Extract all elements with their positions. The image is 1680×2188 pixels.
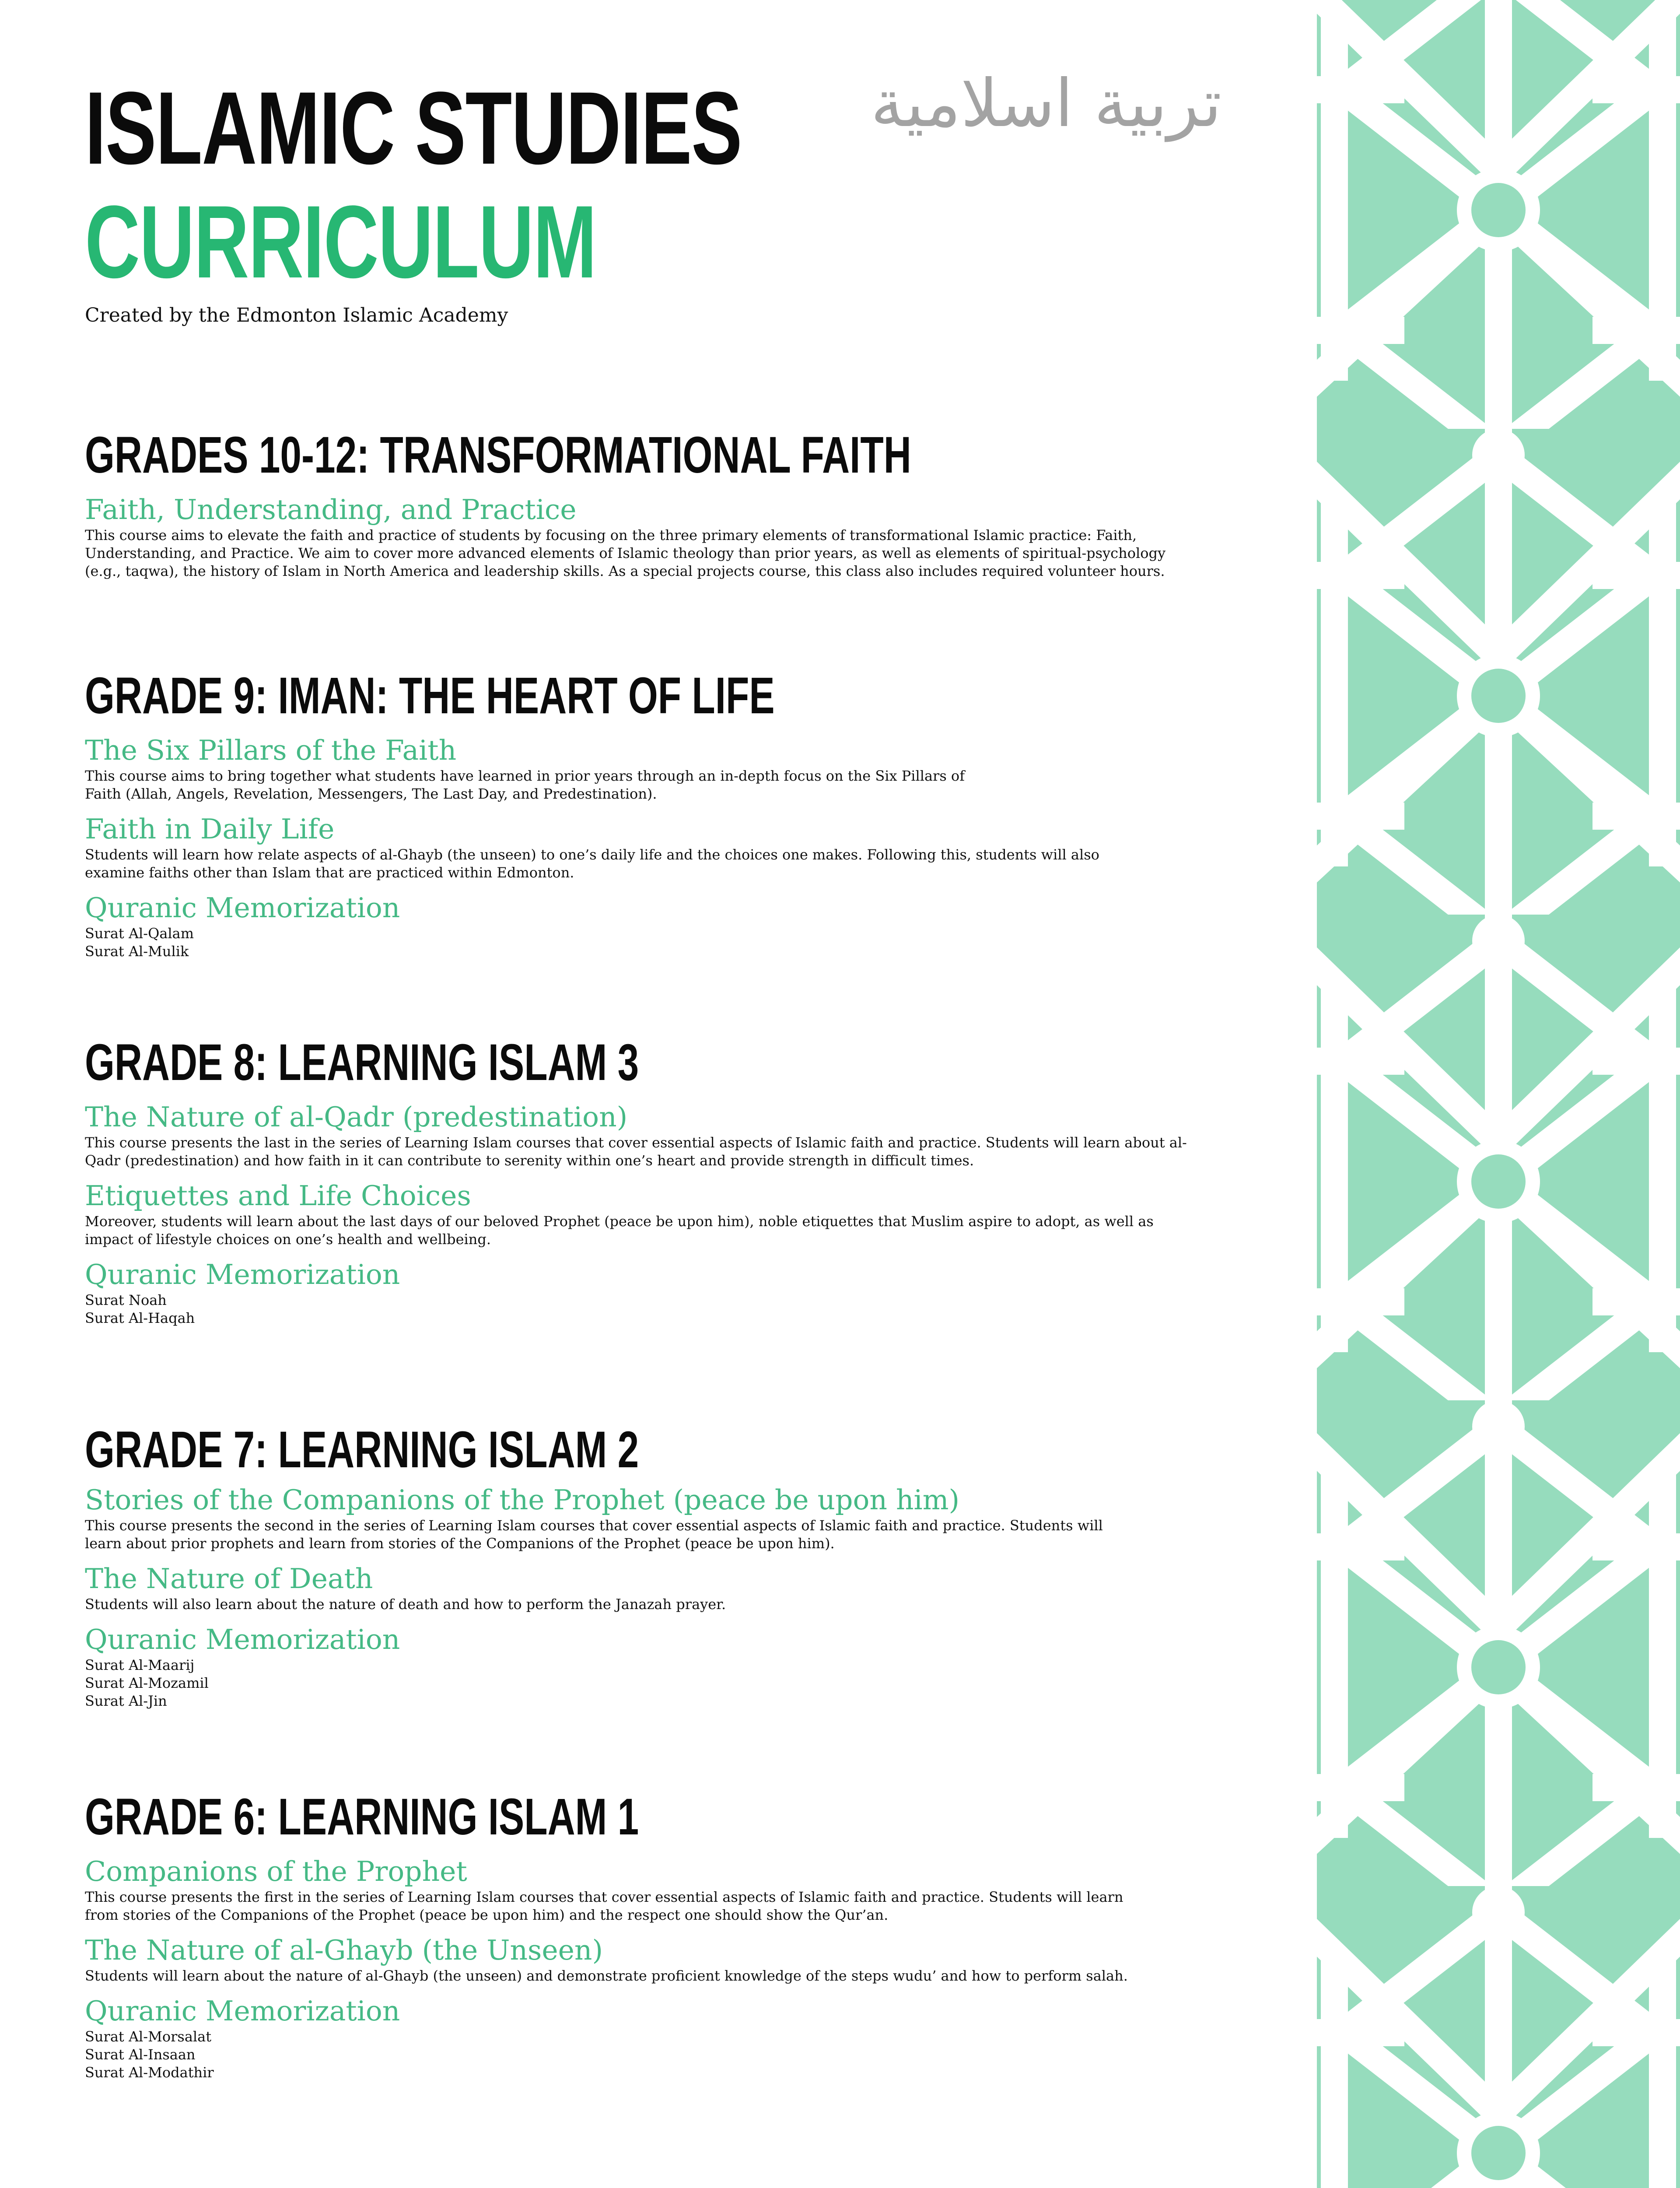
course-block [85, 734, 1312, 803]
memorization-block [85, 891, 1312, 961]
course-title: Etiquettes and Life Choices [85, 1180, 471, 1212]
surah-item: Surat Al-Qalam [85, 925, 194, 942]
surah-item: Surat Noah [85, 1292, 167, 1308]
section-grade-6 [0, 1788, 1312, 2082]
course-block [85, 493, 1312, 580]
grade-heading: GRADE 7: LEARNING ISLAM 2 [85, 1421, 639, 1479]
course-description: Students will learn how relate aspects of al-Ghayb (the unseen) to one’s daily life and the choices one makes. Following this, students will also examine faiths other than Islam that are practiced within Edmonton. [85, 846, 1099, 881]
memorization-block [85, 1258, 1312, 1327]
geometric-pattern-panel [1317, 0, 1680, 2188]
grade-heading: GRADES 10-12: TRANSFORMATIONAL FAITH [85, 426, 911, 484]
course-description: Students will learn about the nature of al-Ghayb (the unseen) and demonstrate proficient knowledge of the steps wudu’ and how to perform salah. [85, 1967, 1128, 1984]
grade-heading: GRADE 9: IMAN: THE HEART OF LIFE [85, 667, 775, 725]
course-title: Faith, Understanding, and Practice [85, 494, 577, 526]
page-subtitle: CURRICULUM [85, 184, 596, 300]
surah-item: Surat Al-Insaan [85, 2046, 196, 2063]
course-block [85, 1483, 1312, 1553]
memorization-title: Quranic Memorization [85, 1623, 400, 1655]
surah-item: Surat Al-Morsalat [85, 2028, 212, 2045]
grade-heading: GRADE 8: LEARNING ISLAM 3 [85, 1034, 639, 1091]
course-title: The Nature of al-Qadr (predestination) [85, 1101, 628, 1133]
surah-item: Surat Al-Haqah [85, 1310, 195, 1326]
course-title: Companions of the Prophet [85, 1855, 467, 1887]
course-block [85, 813, 1312, 882]
course-title: The Nature of Death [85, 1563, 373, 1595]
arabic-title: تربية اسلامية [871, 66, 1222, 142]
section-grades-10-12 [0, 427, 1312, 580]
memorization-block [85, 1623, 1312, 1710]
course-block [85, 1562, 1312, 1613]
memorization-title: Quranic Memorization [85, 1995, 400, 2027]
course-description: Moreover, students will learn about the last days of our beloved Prophet (peace be upon him), noble etiquettes that Muslim aspire to adopt, as well as impact of lifestyle choices on one’s health and wellbeing. [85, 1213, 1154, 1248]
course-description: This course presents the second in the series of Learning Islam courses that cover essential aspects of Islamic faith and practice. Students will learn about prior prophets and learn from stories of the Companions of the Prophet (peace be upon him). [85, 1517, 1103, 1552]
course-description: This course presents the last in the series of Learning Islam courses that cover essential aspects of Islamic faith and practice. Students will learn about al-Qadr (predestination) and how faith in it can contribute to serenity within one’s heart and provide strength in difficult times. [85, 1134, 1187, 1169]
course-title: The Nature of al-Ghayb (the Unseen) [85, 1934, 603, 1966]
memorization-block [85, 1995, 1312, 2082]
surah-item: Surat Al-Jin [85, 1693, 167, 1709]
grade-heading: GRADE 6: LEARNING ISLAM 1 [85, 1788, 639, 1846]
course-block [85, 1179, 1312, 1248]
course-description: This course aims to bring together what students have learned in prior years through an in-depth focus on the Six Pillars of Faith (Allah, Angels, Revelation, Messengers, The Last Day, and Predestination). [85, 768, 965, 802]
surah-item: Surat Al-Mozamil [85, 1675, 209, 1691]
course-block [85, 1101, 1312, 1170]
course-description: Students will also learn about the nature of death and how to perform the Janazah prayer. [85, 1596, 726, 1613]
section-grade-7 [0, 1421, 1312, 1710]
memorization-title: Quranic Memorization [85, 892, 400, 924]
course-block [85, 1934, 1312, 1985]
memorization-title: Quranic Memorization [85, 1259, 400, 1290]
course-description: This course presents the first in the series of Learning Islam courses that cover essential aspects of Islamic faith and practice. Students will learn from stories of the Companions of the Prophet (peace be upon him) and the respect one should show the Qur’an. [85, 1889, 1124, 1923]
section-grade-8 [0, 1034, 1312, 1327]
surah-item: Surat Al-Modathir [85, 2064, 214, 2081]
section-grade-9 [0, 667, 1312, 961]
surah-item: Surat Al-Maarij [85, 1657, 195, 1673]
course-title: Faith in Daily Life [85, 813, 335, 845]
course-block [85, 1855, 1312, 1924]
surah-item: Surat Al-Mulik [85, 943, 189, 960]
creator-credit: Created by the Edmonton Islamic Academy [85, 304, 508, 326]
course-title: The Six Pillars of the Faith [85, 734, 457, 766]
page-title: ISLAMIC STUDIES [85, 70, 742, 186]
course-description: This course aims to elevate the faith and practice of students by focusing on the three primary elements of transformational Islamic practice: Faith, Understanding, and Practice. We aim to cover more advanced elements of Islamic theology than prior years, as well as elements of spiritual-psychology (e.g., taqwa), the history of Islam in North America and leadership skills. As a special projects course, this class also includes required volunteer hours. [85, 527, 1166, 579]
course-title: Stories of the Companions of the Prophet (peace be upon him) [85, 1484, 960, 1516]
